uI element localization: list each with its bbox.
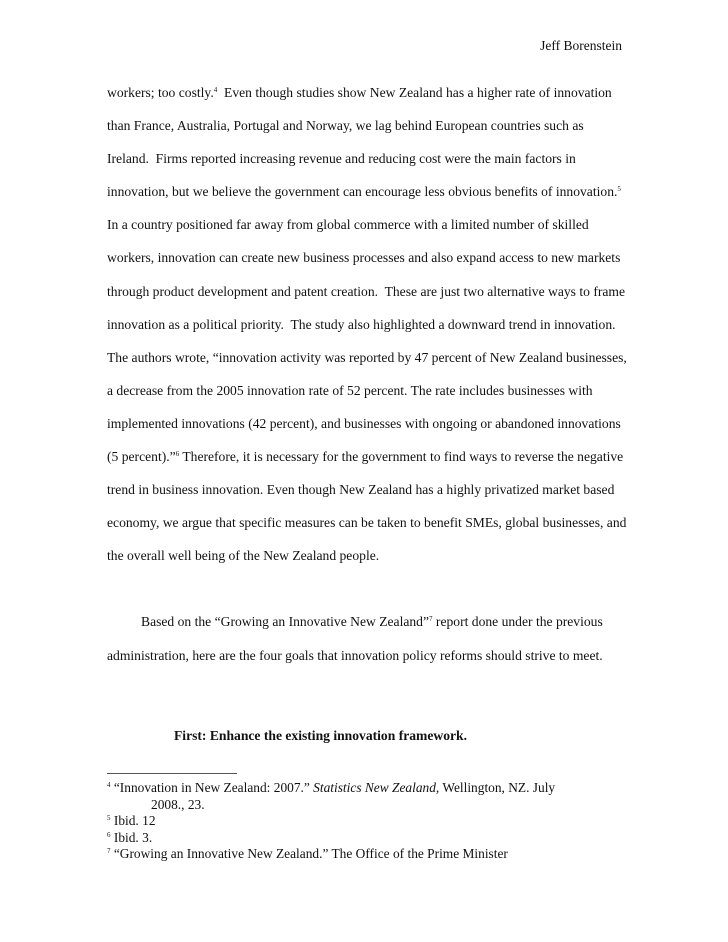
footnote-text: Ibid. 3. [113, 829, 153, 845]
footnote-text: “Innovation in New Zealand: 2007.” [113, 780, 314, 795]
footnote-italic-source: Statistics New Zealand, [313, 780, 440, 795]
body-text [107, 76, 631, 672]
footnote-number: 6 [107, 830, 111, 839]
text-run: Therefore, it is necessary for the government to find ways to reverse the negative trend in business innovation. Even though New Zealand has a highly privatized market based economy, we argue that specific measures can be taken to benefit SMEs, global businesses, and the overall well being of the New Zealand people. [107, 449, 627, 564]
footnote-number: 5 [107, 814, 111, 822]
paragraph-2 [107, 605, 627, 671]
text-run: In a country positioned far away from global commerce with a limited number of skilled workers, innovation can create new business processes and also expand access to new markets through product development and patent creation. These are just two alternative ways to frame innovation as a political priority. The study also highlighted a downward trend in innovation. The authors wrote, “innovation activity was reported by 47 percent of New Zealand businesses, a decrease from the 2005 innovation rate of 52 percent. The rate includes businesses with implemented innovations (42 percent), and businesses with ongoing or abandoned innovations (5 percent).” [107, 184, 631, 465]
footnote-6 [107, 830, 627, 847]
text-run: report done under the previous administration, here are the four goals that innovation policy reforms should strive to meet. [107, 614, 603, 663]
footnote-separator [107, 773, 237, 774]
footnote-ref-7: 7 [429, 615, 433, 624]
section-heading: First: Enhance the existing innovation framework. [174, 728, 468, 743]
text-run: Based on the “Growing an Innovative New Zealand” [141, 614, 430, 630]
text-run: Even though studies show New Zealand has a higher rate of innovation than France, Australia, Portugal and Norway, we lag behind European countries such as Ireland. Firms reported increasing revenue and reducing cost were the main factors in innovation, but we believe the government can encourage less obvious benefits of innovation. [107, 85, 618, 200]
footnote-ref-6: 6 [175, 450, 180, 459]
footnote-5 [107, 813, 627, 830]
footnote-ref-5: 5 [617, 185, 621, 194]
footnote-4 [107, 780, 627, 813]
footnote-number: 4 [107, 781, 111, 789]
footnote-7 [107, 846, 627, 863]
footnote-text: Ibid. 12 [113, 813, 156, 828]
footnotes [107, 780, 627, 863]
page-header-author: Jeff Borenstein [540, 38, 622, 53]
footnote-number: 7 [107, 847, 111, 855]
footnote-ref-4: 4 [213, 86, 218, 94]
text-run: workers; too costly. [107, 85, 214, 100]
paragraph-1 [107, 76, 631, 572]
footnote-text: “Growing an Innovative New Zealand.” The Office of the Prime Minister [113, 846, 508, 861]
footnote-text: Wellington, NZ. July [439, 780, 556, 795]
footnote-continuation: 2008., 23. [151, 796, 205, 812]
